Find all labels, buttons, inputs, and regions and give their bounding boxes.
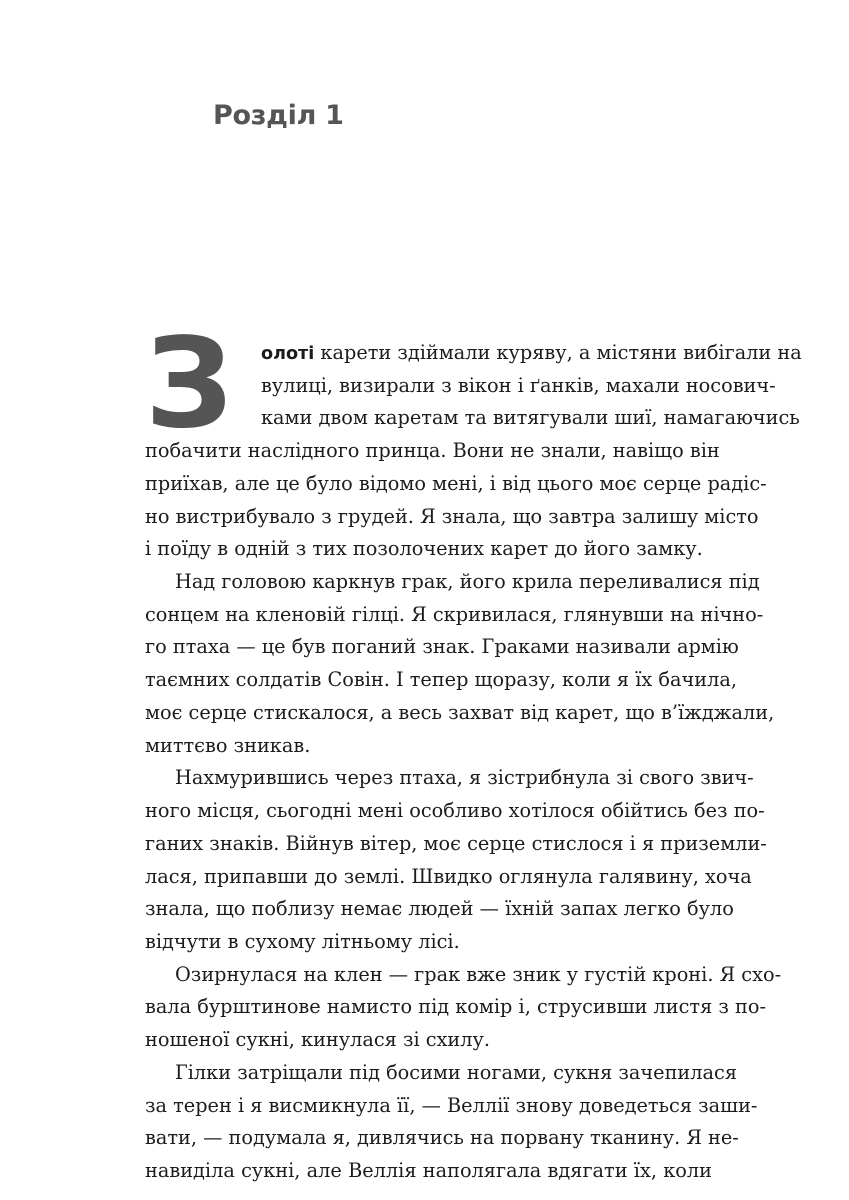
text-line: сонцем на кленовій гілці. Я скривилася, глянувши на нічно- <box>145 602 764 626</box>
text-line: приїхав, але це було відомо мені, і від цього моє серце радіс- <box>145 471 767 495</box>
text-line: Гілки затріщали під босими ногами, сукня зачепилася <box>175 1060 737 1084</box>
text-line: Нахмурившись через птаха, я зістрибнула зі свого звич- <box>175 766 754 790</box>
text-line: ношеної сукні, кинулася зі схилу. <box>145 1028 491 1052</box>
text-line: за терен і я висмикнула її, — Веллії знову доведеться заши- <box>145 1093 758 1117</box>
text-line: Озирнулася на клен — грак вже зник у густій кроні. Я схо- <box>175 962 782 986</box>
text-line: ками двом каретам та витягували шиї, намагаючись <box>261 406 800 430</box>
text-line: вулиці, визирали з вікон і ґанків, махали носович- <box>261 373 776 397</box>
text-line: го птаха — це був поганий знак. Граками називали армію <box>145 635 739 659</box>
text-line: олоті карети здіймали куряву, а містяни вибігали на <box>261 341 802 364</box>
text-line: вала бурштинове намисто під комір і, струсивши листя з по- <box>145 995 766 1019</box>
text-line: і поїду в одній з тих позолочених карет до його замку. <box>145 537 703 561</box>
text-line: но вистрибувало з грудей. Я знала, що завтра залишу місто <box>145 504 759 528</box>
first-word-rest: олоті <box>261 344 315 364</box>
text-line: лася, припавши до землі. Швидко оглянула галявину, хоча <box>145 864 752 888</box>
text-line: побачити наслідного принца. Вони не знали, навіщо він <box>145 439 720 463</box>
text-line: Над головою каркнув грак, його крила переливалися під <box>175 570 760 594</box>
text-line: моє серце стискалося, а весь захват від карет, що в’їжджали, <box>145 700 775 724</box>
text-line: вати, — подумала я, дивлячись на порвану тканину. Я не- <box>145 1126 739 1150</box>
text-line: таємних солдатів Совін. І тепер щоразу, коли я їх бачила, <box>145 668 737 692</box>
drop-cap: З <box>145 312 234 456</box>
text-line: відчути в сухому літньому лісі. <box>145 929 460 953</box>
chapter-title: Розділ 1 <box>213 100 344 131</box>
text-line: миттєво зникав. <box>145 733 311 757</box>
text-line: ганих знаків. Війнув вітер, моє серце стислося і я приземли- <box>145 831 767 855</box>
text-line: ного місця, сьогодні мені особливо хотілося обійтись без по- <box>145 799 765 823</box>
text-line: знала, що поблизу немає людей — їхній запах легко було <box>145 897 734 921</box>
text-line: навиділа сукні, але Веллія наполягала вдягати їх, коли <box>145 1159 712 1182</box>
